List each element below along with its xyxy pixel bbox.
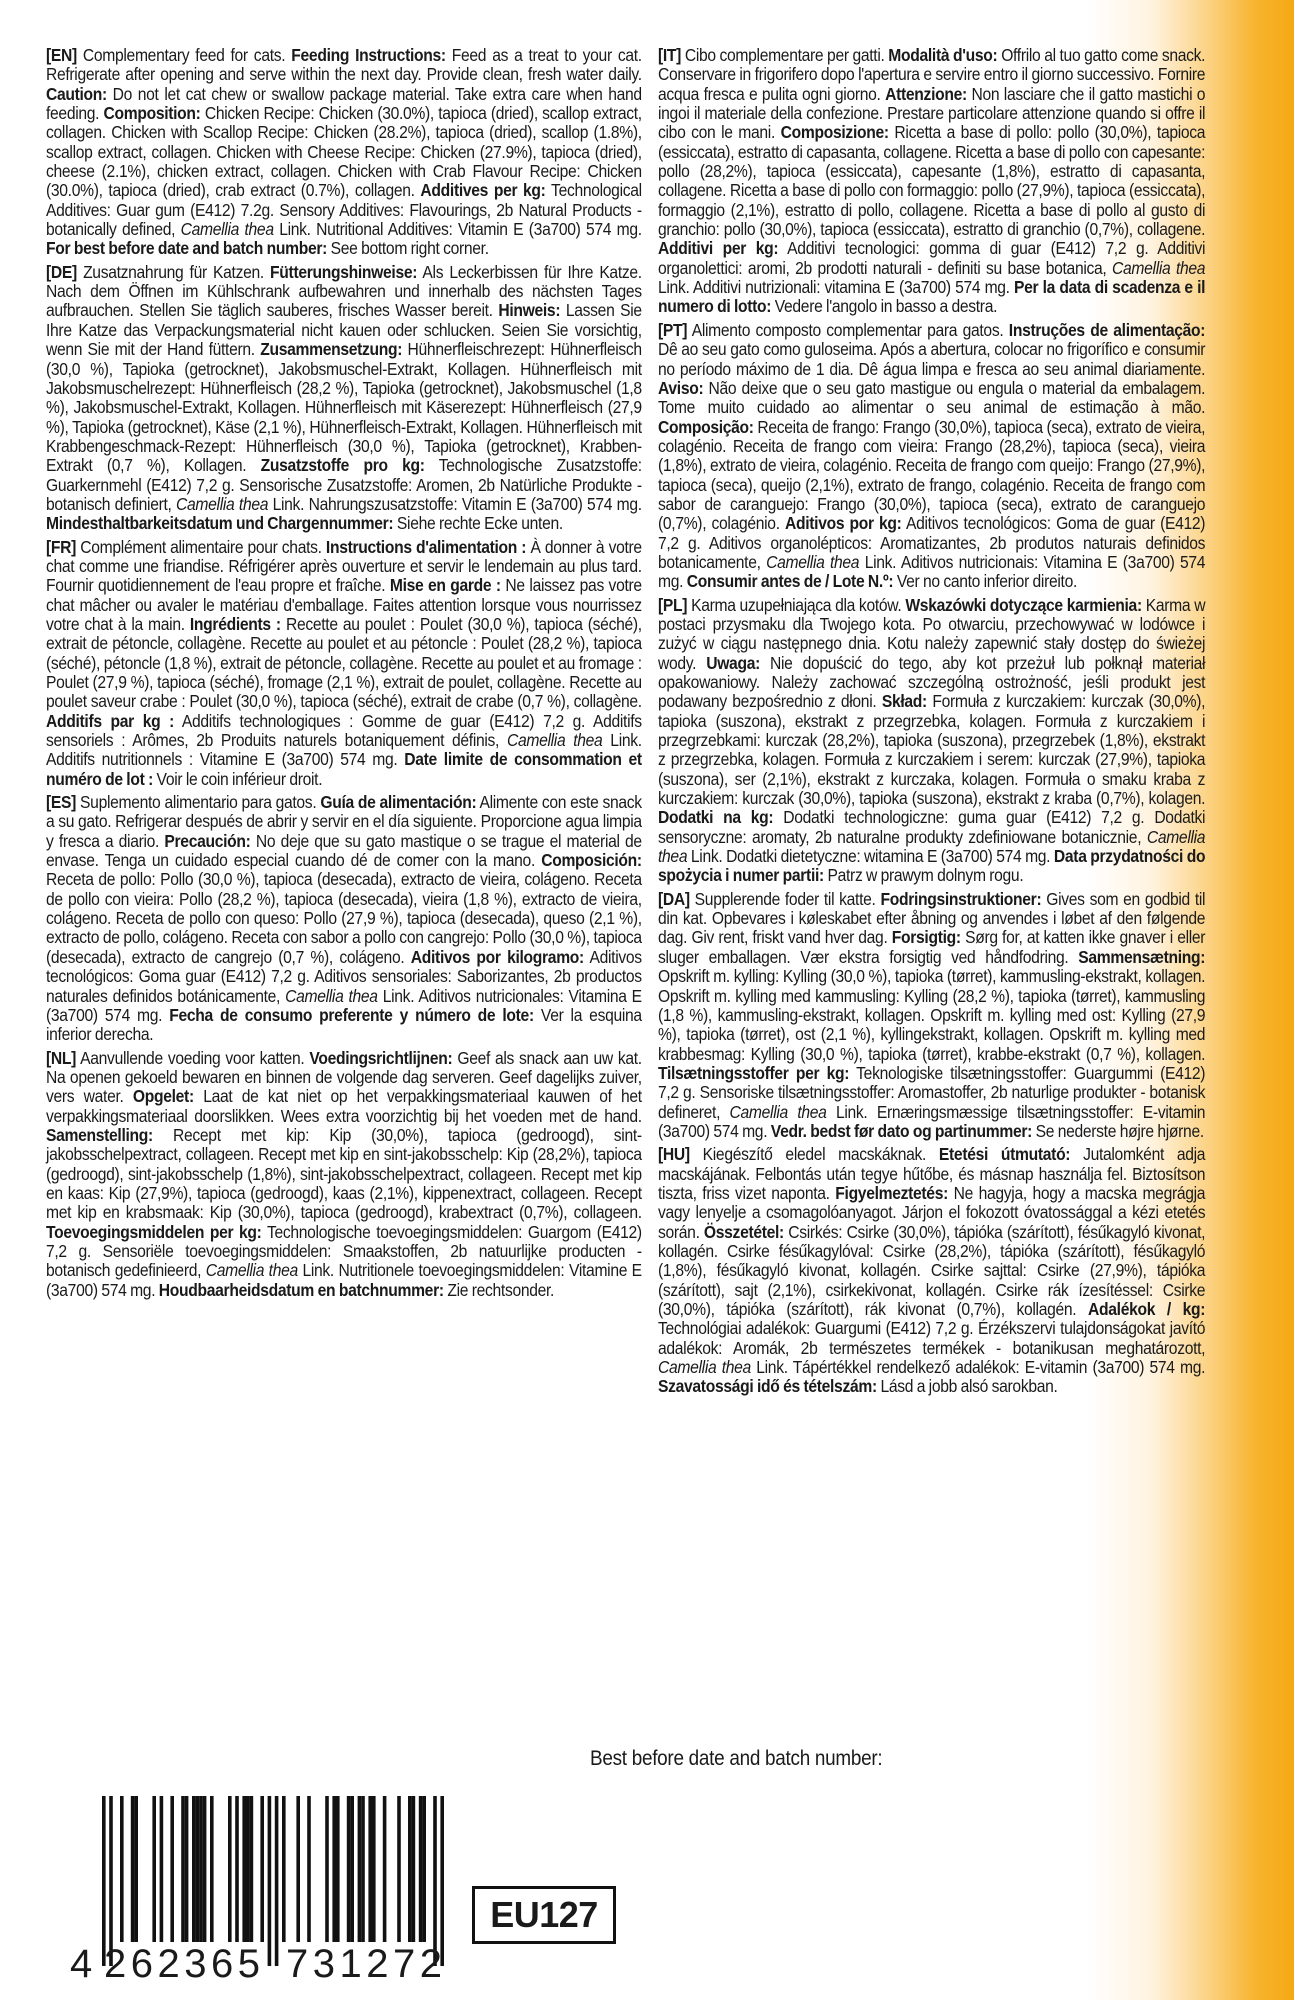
barcode-bar <box>307 1796 311 1942</box>
barcode-bar <box>397 1796 401 1942</box>
barcode-bar <box>275 1796 279 1966</box>
text-run: Teknologiske tilsætningsstoffer: Guargummi (E412) 7,2 g. Sensoriske tilsætningsstoffer: Aromastoffer, 2b naturlige produkter - botanisk defineret, <box>658 1062 1206 1122</box>
text-run: Link. Tápértékkel rendelkező adalékok: E-vitamin (3a700) 574 mg. <box>750 1357 1206 1378</box>
text-run: Ne hagyja, hogy a macska megrágja vagy lenyelje a csomagolóanyagot. Járjon el fokozott óvatossággal a kézi etetés során. <box>658 1182 1206 1242</box>
bold-label: Figyelmeztetés: <box>835 1182 948 1203</box>
text-run: Do not let cat chew or swallow package material. Take extra care when hand feeding. <box>46 83 642 124</box>
section-title: Alimento composto complementar para gatos. <box>687 319 1009 340</box>
text-run: Geef als snack aan uw kat. Na openen gekoeld bewaren en binnen de volgende dag serveren. Geef dagelijks zuiver, vers water. <box>46 1047 642 1107</box>
bold-label: Composition: <box>103 103 201 124</box>
bold-label: Tilsætningsstoffer per kg: <box>658 1062 850 1083</box>
text-run: Link. Dodatki dietetyczne: witamina E (3a700) 574 mg. <box>687 846 1054 867</box>
bold-label: Skład: <box>881 691 927 712</box>
bold-label: Additivi per kg: <box>658 238 779 259</box>
bold-label: Date limite de consommation et numéro de lot : <box>46 749 642 789</box>
bold-label: Houdbaarheidsdatum en batchnummer: <box>158 1279 444 1300</box>
text-run: Link. Aditivos nutricionais: Vitamina E (3a700) 574 mg. <box>658 551 1206 592</box>
italic-term: Camellia thea <box>180 219 274 240</box>
bold-label: Mindesthaltbarkeitsdatum und Chargennummer: <box>46 513 394 534</box>
lang-code: [FR] <box>46 536 77 557</box>
bold-label: Zusammensetzung: <box>260 339 403 360</box>
italic-term: Camellia thea <box>506 730 603 751</box>
lang-code: [IT] <box>658 45 682 65</box>
text-run: Non lasciare che il gatto mastichi o ingoi il materiale della confezione. Prestare particolare attenzione quando si offre il cibo con le mani. <box>658 83 1206 143</box>
barcode-left-digits: 262365 <box>104 1942 265 1986</box>
text-run: Ver no canto inferior direito. <box>893 571 1078 592</box>
barcode-bar <box>102 1796 106 1966</box>
text-run: Gives som en godbid til din kat. Opbevares i køleskabet efter åbning og anvendes i løbet af den følgende dag. Giv rent, friskt vand hver dag. <box>658 888 1206 948</box>
section-title: Zusatznahrung für Katzen. <box>76 261 271 282</box>
text-run: Link. Additifs nutritionnels : Vitamine E (3a700) 574 mg. <box>46 730 642 770</box>
italic-term: Camellia thea <box>176 493 269 514</box>
text-run: See bottom right corner. <box>327 238 489 259</box>
bold-label: Attenzione: <box>885 83 967 104</box>
barcode-bar <box>160 1796 164 1942</box>
text-run: Ricetta a base di pollo: pollo (30,0%), tapioca (essiccata), estratto di capasanta, collagene. Ricetta a base di pollo con capesante: pollo (28,2%), tapioca (essiccata), capesante (1,8%), estratto di capasanta, collagene. Ricetta a base di pollo con formaggio: pollo (27,9%), tapioca (essiccata), formaggio (2,1%), estratto di pollo, collagene. Ricetta a base di pollo al gusto di granchio: pollo (30,0%), tapioca (essiccata), estratto di granchio (0,7%), collagene. <box>658 122 1206 240</box>
approval-code: EU127 <box>490 1894 598 1935</box>
italic-term: Camellia thea <box>285 985 378 1006</box>
barcode-bar <box>134 1796 138 1942</box>
bold-label: Instruções de alimentação: <box>1008 319 1206 340</box>
bold-label: Additifs par kg : <box>46 710 174 731</box>
bold-label: Mise en garde : <box>389 575 501 596</box>
bold-label: Composição: <box>658 416 754 437</box>
text-run: Recette au poulet : Poulet (30,0 %), tapioca (séché), extrait de pétoncle, collagène. Recette au poulet et au pétoncle : Poulet (28,2 %), tapioca (séché), pétoncle (1,8 %), extrait de pétoncle, collagène. Recette au poulet et au fromage : Poulet (27,9 %), tapioca (séché), fromage (2,1 %), extrait de poulet, collagène. Recette au poulet saveur crabe : Poulet (30,0 %), tapioca (séché), extrait de crabe (0,7 %), collagène. <box>46 613 642 712</box>
section-title: Suplemento alimentario para gatos. <box>76 792 321 813</box>
section-fr <box>46 538 642 789</box>
barcode-bar <box>109 1796 113 1966</box>
best-before-label: Best before date and batch number: <box>590 1747 883 1770</box>
bold-label: Guía de alimentación: <box>320 792 477 813</box>
barcode-bar <box>383 1796 387 1942</box>
section-title: Cibo complementare per gatti. <box>681 45 889 65</box>
bold-label: Dodatki na kg: <box>658 807 774 828</box>
lang-code: [ES] <box>46 792 77 813</box>
bold-label: Composizione: <box>780 122 889 143</box>
barcode-bar <box>433 1796 437 1966</box>
section-en <box>46 46 642 259</box>
lang-code: [DE] <box>46 261 77 282</box>
italic-term: Camellia thea <box>658 826 1206 867</box>
bold-label: Caution: <box>46 83 107 104</box>
section-pt <box>658 321 1205 592</box>
bold-label: Sammensætning: <box>1078 946 1206 967</box>
section-title: Kiegészítő eledel macskáknak. <box>689 1144 939 1165</box>
barcode-bar <box>361 1796 365 1942</box>
text-run: Link. Aditivos nutricionales: Vitamina E (3a700) 574 mg. <box>46 985 642 1025</box>
text-run: Vedere l'angolo in basso a destra. <box>771 296 998 317</box>
text-run: Technologische Zusatzstoffe: Guarkernmehl (E412) 7,2 g. Sensorische Zusatzstoffe: Aromen, 2b Natürliche Produkte - botanisch definiert, <box>46 455 642 514</box>
section-de <box>46 263 642 534</box>
section-nl <box>46 1049 642 1300</box>
bold-label: Adalékok / kg: <box>1088 1299 1206 1319</box>
text-run: Nie dopuścić do tego, aby kot przeżuł lub połknął materiał opakowaniowy. Należy zachować szczególną ostrożność, jeśli produkt jest podawany bezpośrednio z dłoni. <box>658 652 1206 712</box>
bold-label: Összetétel: <box>703 1221 784 1242</box>
bold-label: Vedr. bedst før dato og partinummer: <box>770 1120 1033 1141</box>
bold-label: Toevoegingsmiddelen per kg: <box>46 1221 262 1242</box>
bold-label: Additives per kg: <box>420 180 546 201</box>
lang-code: [EN] <box>46 45 77 65</box>
text-run: Additivi tecnologici: gomma di guar (E412) 7,2 g. Additivi organolettici: aromi, 2b prodotti naturali - definiti su base botanica, <box>658 238 1206 278</box>
text-run: Patrz w prawym dolnym rogu. <box>823 865 1024 886</box>
bold-label: Voedingsrichtlijnen: <box>309 1047 453 1068</box>
right-column <box>658 46 1205 1401</box>
bold-label: Szavatossági idő és tételszám: <box>658 1376 877 1397</box>
text-run: Lassen Sie Ihre Katze das Verpackungsmaterial nicht kauen oder schlucken. Seien Sie vorsichtig, wenn Sie mit der Hand füttern. <box>46 300 642 360</box>
barcode-bar <box>199 1796 203 1942</box>
barcode-bar <box>350 1796 354 1942</box>
text-run: Additifs technologiques : Gomme de guar (E412) 7,2 g. Additifs sensoriels : Arômes, 2b Produits naturels botaniquement définis, <box>46 710 642 751</box>
text-run: Csirkés: Csirke (30,0%), tápióka (szárított), fésűkagyló kivonat, kollagén. Csirke fésűkagylóval: Csirke (28,2%), tápióka (szárított), fésűkagyló (1,8%), fésűkagyló kivonat, kollagén. Csirke sajttal: Csirke (27,9%), tápióka (szárított), sajt (2,1%), csirkekivonat, kollagén. Csirke rák ízesítéssel: Csirke (30,0%), tápióka (szárított), rák kivonat (0,7%), kollagén. <box>658 1221 1206 1319</box>
section-pl <box>658 596 1205 886</box>
italic-term: Camellia thea <box>766 551 860 572</box>
lang-code: [PL] <box>658 594 688 615</box>
barcode-bar <box>422 1796 426 1942</box>
text-run: Link. Nahrungszusatzstoffe: Vitamin E (3a700) 574 mg. <box>268 493 642 514</box>
text-run: Link. Nutritionele toevoegingsmiddelen: Vitamine E (3a700) 574 mg. <box>46 1260 642 1300</box>
text-run: Aditivos tecnológicos: Goma de guar (E412) 7,2 g. Aditivos organolépticos: Aromatizantes, 2b produtos naturais definidos botanicamente, <box>658 513 1206 572</box>
bold-label: Etetési útmutató: <box>938 1144 1071 1165</box>
barcode-bar <box>282 1796 286 1942</box>
bold-label: Opgelet: <box>132 1086 194 1107</box>
text-run: Technologische toevoegingsmiddelen: Guargom (E412) 7,2 g. Sensoriële toevoegingsmiddelen: Smaakstoffen, 2b natuurlijke producten - botanisch gedefinieerd, <box>46 1221 642 1281</box>
text-run: Siehe rechte Ecke unten. <box>393 513 563 534</box>
lang-code: [HU] <box>658 1144 690 1165</box>
text-run: Jutalomként adja macskájának. Felbontás után tegye hűtőbe, és másnap használja fel. Biztosítson tiszta, friss vizet naponta. <box>658 1144 1206 1203</box>
text-run: Receita de frango: Frango (30,0%), tapioca (seca), extrato de vieira, colagénio. Receita de frango com vieira: Frango (28,2%), tapioca (seca), vieira (1,8%), extrato de vieira, colagénio. Receita de frango com queijo: Frango (27,9%), tapioca (seca), queijo (2,1%), extrato de frango, colagénio. Receita de frango com sabor de caranguejo: Frango (30,0%), tapioca (seca), extrato de caranguejo (0,7%), colagénio. <box>658 416 1206 534</box>
text-run: Link. Additivi nutrizionali: vitamina E (3a700) 574 mg. <box>658 277 1015 298</box>
text-run: Chicken Recipe: Chicken (30.0%), tapioca (dried), scallop extract, collagen. Chicken with Scallop Recipe: Chicken (28.2%), tapioca (dried), scallop (1.8%), scallop extract, collagen. Chicken with Cheese Recipe: Chicken (27.9%), tapioca (dried), cheese (2.1%), chicken extract, collagen. Chicken with Crab Flavour Recipe: Chicken (30.0%), tapioca (dried), crab extract (0.7%), collagen. <box>46 103 642 201</box>
barcode-bar <box>131 1796 135 1942</box>
italic-term: Camellia thea <box>729 1101 827 1122</box>
text-run: Zie rechtsonder. <box>443 1279 555 1300</box>
section-da <box>658 890 1205 1141</box>
barcode-bar <box>120 1796 124 1942</box>
barcode-bar <box>332 1796 336 1942</box>
barcode-bar <box>419 1796 423 1942</box>
barcode-bar <box>228 1796 232 1942</box>
text-run: À donner à votre chat comme une friandise. Réfrigérer après ouverture et servir le lendemain au plus tard. Fournir quotidiennement de l'eau propre et fraîche. <box>46 536 642 596</box>
text-run: Technológiai adalékok: Guargumi (E412) 7,2 g. Érzékszervi tulajdonságokat javító adalékok: Aromák, 2b természetes termékek - botanikusan meghatározott, <box>658 1318 1206 1358</box>
text-run: Hühnerfleischrezept: Hühnerfleisch (30,0 %), Tapioka (getrocknet), Jakobsmuschel-Extrakt, Kollagen. Hühnerfleisch mit Jakobsmuschelrezept: Hühnerfleisch (28,2 %), Tapioka (getrocknet), Jakobsmuschel (1,8 %), Jakobsmuschel-Extrakt, Kollagen. Hühnerfleisch mit Käserezept: Hühnerfleisch (27,9 %), Tapioka (getrocknet), Käse (2,1 %), Hühnerfleisch-Extrakt, Kollagen. Hühnerfleisch mit Krabbengeschmack-Rezept: Hühnerfleisch (30,0 %), Tapioka (getrocknet), Krabben-Extrakt (0,7 %), Kollagen. <box>46 339 642 476</box>
bold-label: Fütterungshinweise: <box>270 261 418 282</box>
text-run: Link. Ernæringsmæssige tilsætningsstoffer: E-vitamin (3a700) 574 mg. <box>658 1101 1206 1141</box>
barcode-bar <box>358 1796 362 1942</box>
text-run: Se nederste højre hjørne. <box>1032 1120 1204 1141</box>
bold-label: Precaución: <box>164 830 251 851</box>
text-run: Dê ao seu gato como guloseima. Após a abertura, colocar no frigorífico e consumir no período máximo de 1 dia. Dê água limpa e fresca ao seu animal diariamente. <box>658 339 1206 379</box>
italic-term: Camellia thea <box>658 1357 751 1378</box>
barcode-right-digits: 731272 <box>286 1942 447 1986</box>
section-title: Supplerende foder til katte. <box>689 888 881 909</box>
barcode-bar <box>246 1796 250 1942</box>
bold-label: Wskazówki dotyczące karmienia: <box>905 594 1142 615</box>
barcode-bar <box>192 1796 196 1942</box>
text-run: Technological Additives: Guar gum (E412) 7.2g. Sensory Additives: Flavourings, 2b Natural Products - botanically defined, <box>46 180 642 240</box>
barcode-bar <box>250 1796 254 1942</box>
text-run: Aditivos tecnológicos: Goma guar (E412) 7,2 g. Aditivos sensoriales: Saborizantes, 2b productos naturales definidos botánicamente, <box>46 946 642 1006</box>
text-run: Feed as a treat to your cat. Refrigerate after opening and serve within the next day. Provide clean, fresh water daily. <box>46 45 642 85</box>
bold-label: Aviso: <box>658 377 704 398</box>
section-title: Karma uzupełniająca dla kotów. <box>687 594 906 615</box>
barcode-bar <box>440 1796 444 1966</box>
text-run: Opskrift m. kylling: Kylling (30,0 %), tapioka (tørret), kammusling-ekstrakt, kollagen. Opskrift m. kylling med kammusling: Kylling (28,2 %), tapioka (tørret), kammusling (1,8 %), kammusling-ekstrakt, kollagen. Opskrift m. kylling med ost: Kylling (27,9 %), tapioka (tørret), ost (2,1 %), kyllingekstrakt, kollagen. Opskrift m. kylling med krabbesmag: Kylling (30,0 %), tapioka (tørret), krabbe-ekstrakt (0,7 %), kollagen. <box>658 966 1206 1064</box>
bold-label: Data przydatności do spożycia i numer partii: <box>658 846 1206 886</box>
bold-label: Hinweis: <box>498 300 561 321</box>
bold-label: Fodringsinstruktioner: <box>880 888 1042 909</box>
bold-label: Ingrédients : <box>189 613 281 634</box>
text-run: Ne laissez pas votre chat mâcher ou avaler le matériau d'emballage. Faites attention lorsque vous nourrissez votre chat à la main. <box>46 575 642 634</box>
section-es <box>46 793 642 1044</box>
bold-label: Consumir antes de / Lote N.º: <box>686 571 894 592</box>
bold-label: Aditivos por kg: <box>784 513 902 534</box>
bold-label: Aditivos por kilogramo: <box>410 946 584 967</box>
text-run: Laat de kat niet op het verpakkingsmateriaal kauwen of het verpakkingsmateriaal doorslikken. Wees extra voorzichtig bij het voeden met de hand. <box>46 1086 642 1126</box>
barcode-first-digit: 4 <box>70 1942 93 1986</box>
barcode-bar <box>347 1796 351 1942</box>
bold-label: Zusatzstoffe pro kg: <box>260 455 425 476</box>
barcode <box>70 1796 474 1986</box>
barcode-bar <box>235 1796 239 1942</box>
text-run: Lásd a jobb alsó sarokban. <box>876 1376 1058 1397</box>
barcode-bar <box>210 1796 214 1942</box>
lang-code: [NL] <box>46 1047 77 1068</box>
barcode-bar <box>196 1796 200 1942</box>
section-it <box>658 46 1205 317</box>
barcode-bar <box>372 1796 376 1942</box>
bold-label: For best before date and batch number: <box>46 238 328 259</box>
text-run: Formuła z kurczakiem: kurczak (30,0%), tapioka (suszona), ekstrakt z przegrzebka, kolagen. Formuła z kurczakiem i przegrzebkami: kurczak (28,2%), tapioka (suszona), przegrzebek (1,8%), ekstrakt z przegrzebka, kolagen. Formuła z kurczakiem i serem: kurczak (27,9%), tapioka (suszona), ser (2,1%), ekstrakt z kurczaka, kolagen. Formuła o smaku kraba z kurczakiem: kurczak (30,0%), tapioka (suszona), ekstrakt z kraba (0,7%), kolagen. <box>658 691 1206 809</box>
text-run: No deje que su gato mastique o se trague el material de envase. Tenga un cuidado especial cuando dé de comer con la mano. <box>46 830 642 871</box>
text-run: Als Leckerbissen für Ihre Katze. Nach dem Öffnen im Kühlschrank aufbewahren und innerhalb des nächsten Tages aufbrauchen. Stellen Sie täglich sauberes, frisches Wasser bereit. <box>46 261 642 321</box>
section-hu <box>658 1145 1205 1396</box>
text-run: Link. Nutritional Additives: Vitamin E (3a700) 574 mg. <box>273 219 642 240</box>
barcode-bar <box>185 1796 189 1942</box>
barcode-bar <box>170 1796 174 1942</box>
approval-code-box <box>472 1886 616 1944</box>
bold-label: Forsigtig: <box>891 927 961 948</box>
section-title: Aanvullende voeding voor katten. <box>76 1047 310 1068</box>
barcode-bar <box>325 1796 329 1942</box>
barcode-bar <box>296 1796 300 1942</box>
text-run: Recept met kip: Kip (30,0%), tapioca (gedroogd), sint-jakobsschelpextract, collageen. Recept met kip en sint-jakobsschelp: Kip (28,2%), tapioca (gedroogd), sint-jakobsschelp (1,8%), sint-jakobsschelpextract, collageen. Recept met kip en kaas: Kip (27,9%), tapioca (gedroogd), kaas (2,1%), kippenextract, collageen. Recept met kip en krabsmaak: Kip (30,0%), tapioca (gedroogd), krabextract (0,7%), collageen. <box>46 1124 642 1223</box>
text-run: Alimente con este snack a su gato. Refrigerar después de abrir y servir en el día siguiente. Proporcione agua limpia y fresca a diario. <box>46 792 642 851</box>
lang-code: [PT] <box>658 319 688 340</box>
text-run: Dodatki technologiczne: guma guar (E412) 7,2 g. Dodatki sensoryczne: aromaty, 2b naturalne produkty zdefiniowane botanicznie, <box>658 807 1206 847</box>
bold-label: Composición: <box>541 850 642 871</box>
barcode-bar <box>412 1796 416 1942</box>
lang-code: [DA] <box>658 888 690 909</box>
bold-label: Modalità d'uso: <box>888 45 998 65</box>
barcode-bar <box>260 1796 264 1942</box>
bold-label: Feeding Instructions: <box>291 45 446 65</box>
italic-term: Camellia thea <box>1112 257 1206 278</box>
bold-label: Fecha de consumo preferente y número de lote: <box>169 1004 534 1025</box>
text-run: Sørg for, at katten ikke gnaver i eller sluger emballagen. Vær ekstra forsigtig ved håndfodring. <box>658 927 1206 967</box>
text-run: Karma w postaci przysmaku dla Twojego kota. Po otwarciu, przechowywać w lodówce i zużyć w ciągu następnego dnia. Kotu należy zapewnić stały dostęp do świeżej wody. <box>658 594 1206 673</box>
bold-label: Per la data di scadenza e il numero di lotto: <box>658 277 1206 317</box>
barcode-bar <box>268 1796 272 1966</box>
barcode-bar <box>336 1796 340 1942</box>
italic-term: Camellia thea <box>205 1260 298 1281</box>
barcode-bar <box>242 1796 246 1942</box>
barcode-bar <box>181 1796 185 1942</box>
bold-label: Samenstelling: <box>46 1124 153 1145</box>
barcode-bar <box>152 1796 156 1942</box>
text-run: Ver la esquina inferior derecha. <box>46 1004 642 1045</box>
text-run: Offrilo al tuo gatto come snack. Conservare in frigorifero dopo l'apertura e servire entro il giorno successivo. Fornire acqua fresca e pulita ogni giorno. <box>658 45 1206 104</box>
section-title: Complementary feed for cats. <box>76 45 292 65</box>
barcode-bar <box>408 1796 412 1942</box>
barcode-bar <box>203 1796 207 1942</box>
text-run: Voir le coin inférieur droit. <box>152 768 323 789</box>
barcode-bar <box>368 1796 372 1942</box>
bold-label: Uwaga: <box>706 652 760 673</box>
bold-label: Instructions d'alimentation : <box>325 536 527 557</box>
left-column <box>46 46 642 1304</box>
text-run: Não deixe que o seu gato mastigue ou engula o material da embalagem. Tome muito cuidado ao alimentar o seu animal de estimação à mão. <box>658 377 1206 418</box>
section-title: Complément alimentaire pour chats. <box>76 536 326 557</box>
text-run: Receta de pollo: Pollo (30,0 %), tapioca (desecada), extracto de vieira, colágeno. Receta de pollo con vieira: Pollo (28,2 %), tapioca (desecada), vieira (1,8 %), extracto de vieira, colágeno. Receta de pollo con queso: Pollo (27,9 %), tapioca (desecada), queso (2,1 %), extracto de pollo, colágeno. Receta con sabor a pollo con cangrejo: Pollo (30,0 %), tapioca (desecada), extracto de cangrejo (0,7 %), colágeno. <box>46 869 642 967</box>
